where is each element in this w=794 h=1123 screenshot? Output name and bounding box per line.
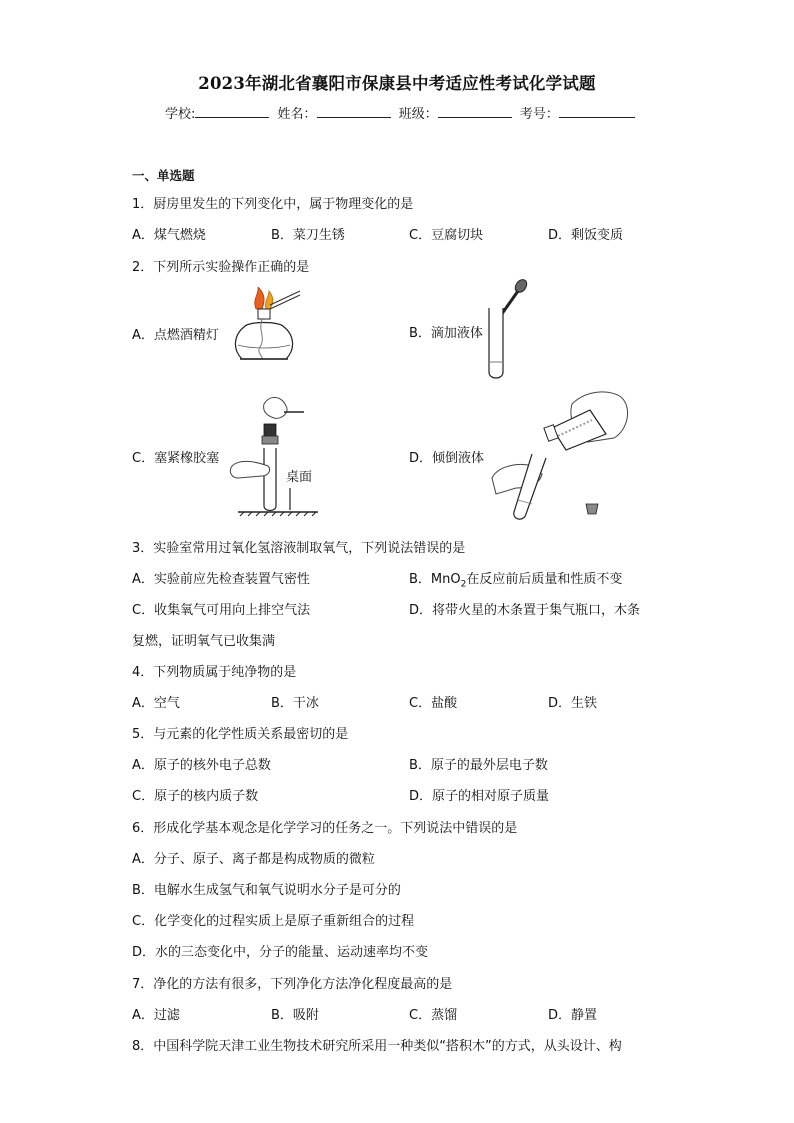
question-6-option-c[interactable]: C．化学变化的过程实质上是原子重新组合的过程 (132, 914, 415, 929)
question-3-option-d[interactable]: D．将带火星的木条置于集气瓶口，木条 (409, 603, 641, 618)
question-4-option-c[interactable]: C．盐酸 (409, 696, 458, 711)
question-3-option-d-continued: 复燃，证明氧气已收集满 (132, 634, 276, 649)
class-blank[interactable] (438, 105, 512, 118)
question-3-stem: 3．实验室常用过氧化氢溶液制取氧气，下列说法错误的是 (132, 541, 466, 556)
exam-no-blank[interactable] (559, 105, 635, 118)
question-7-option-a[interactable]: A．过滤 (132, 1008, 180, 1023)
question-6-stem: 6．形成化学基本观念是化学学习的任务之一。下列说法中错误的是 (132, 821, 518, 836)
question-5-option-d[interactable]: D．原子的相对原子质量 (409, 789, 550, 804)
question-4-option-a[interactable]: A．空气 (132, 696, 180, 711)
student-info-row (165, 103, 639, 122)
question-3-option-b[interactable] (409, 568, 622, 590)
school-label: 学校: (165, 107, 196, 122)
pouring-liquid-figure (488, 384, 638, 526)
question-3-option-c[interactable]: C．收集氧气可用向上排空气法 (132, 603, 311, 618)
question-4-option-b[interactable]: B．干冰 (271, 696, 319, 711)
page-title: 2023年湖北省襄阳市保康县中考适应性考试化学试题 (198, 74, 596, 93)
section-heading: 一、单选题 (132, 168, 195, 183)
name-blank[interactable] (317, 105, 391, 118)
question-2-option-d[interactable]: D．倾倒液体 (409, 451, 485, 466)
question-2-stem: 2．下列所示实验操作正确的是 (132, 260, 310, 275)
question-7-option-c[interactable]: C．蒸馏 (409, 1008, 458, 1023)
question-3-option-b-prefix: B．MnO (409, 572, 461, 587)
desk-label: 桌面 (286, 470, 313, 485)
question-2-option-b[interactable]: B．滴加液体 (409, 326, 483, 341)
question-1-option-a[interactable]: A．煤气燃烧 (132, 228, 206, 243)
question-5-option-b[interactable]: B．原子的最外层电子数 (409, 758, 548, 773)
alcohol-lamp-figure (226, 287, 306, 369)
question-3-option-b-subscript: 2 (460, 579, 467, 590)
name-label: 姓名： (277, 107, 317, 122)
question-7-option-b[interactable]: B．吸附 (271, 1008, 319, 1023)
dropper-figure (485, 278, 530, 382)
question-2-option-c[interactable]: C．塞紧橡胶塞 (132, 451, 220, 466)
question-1-option-b[interactable]: B．菜刀生锈 (271, 228, 345, 243)
exam-no-label: 考号： (519, 107, 559, 122)
question-8-stem: 8．中国科学院天津工业生物技术研究所采用一种类似“搭积木”的方式，从头设计、构 (132, 1039, 622, 1054)
question-6-option-b[interactable]: B．电解水生成氢气和氧气说明水分子是可分的 (132, 883, 401, 898)
question-7-option-d[interactable]: D．静置 (548, 1008, 598, 1023)
question-6-option-d[interactable]: D．水的三态变化中，分子的能量、运动速率均不变 (132, 945, 429, 960)
question-4-option-d[interactable]: D．生铁 (548, 696, 598, 711)
question-1-stem: 1．厨房里发生的下列变化中，属于物理变化的是 (132, 197, 414, 212)
question-5-option-c[interactable]: C．原子的核内质子数 (132, 789, 259, 804)
question-1-option-c[interactable]: C．豆腐切块 (409, 228, 484, 243)
school-blank[interactable] (195, 105, 269, 118)
class-label: 班级： (398, 107, 438, 122)
question-3-option-b-suffix: 在反应前后质量和性质不变 (466, 572, 623, 587)
question-7-stem: 7．净化的方法有很多，下列净化方法净化程度最高的是 (132, 977, 453, 992)
question-2-option-a[interactable]: A．点燃酒精灯 (132, 328, 219, 343)
question-6-option-a[interactable]: A．分子、原子、离子都是构成物质的微粒 (132, 852, 375, 867)
question-3-option-a[interactable]: A．实验前应先检查装置气密性 (132, 572, 310, 587)
question-1-option-d[interactable]: D．剩饭变质 (548, 228, 624, 243)
question-5-option-a[interactable]: A．原子的核外电子总数 (132, 758, 271, 773)
stopper-figure (224, 392, 324, 520)
question-4-stem: 4．下列物质属于纯净物的是 (132, 665, 297, 680)
question-5-stem: 5．与元素的化学性质关系最密切的是 (132, 727, 349, 742)
